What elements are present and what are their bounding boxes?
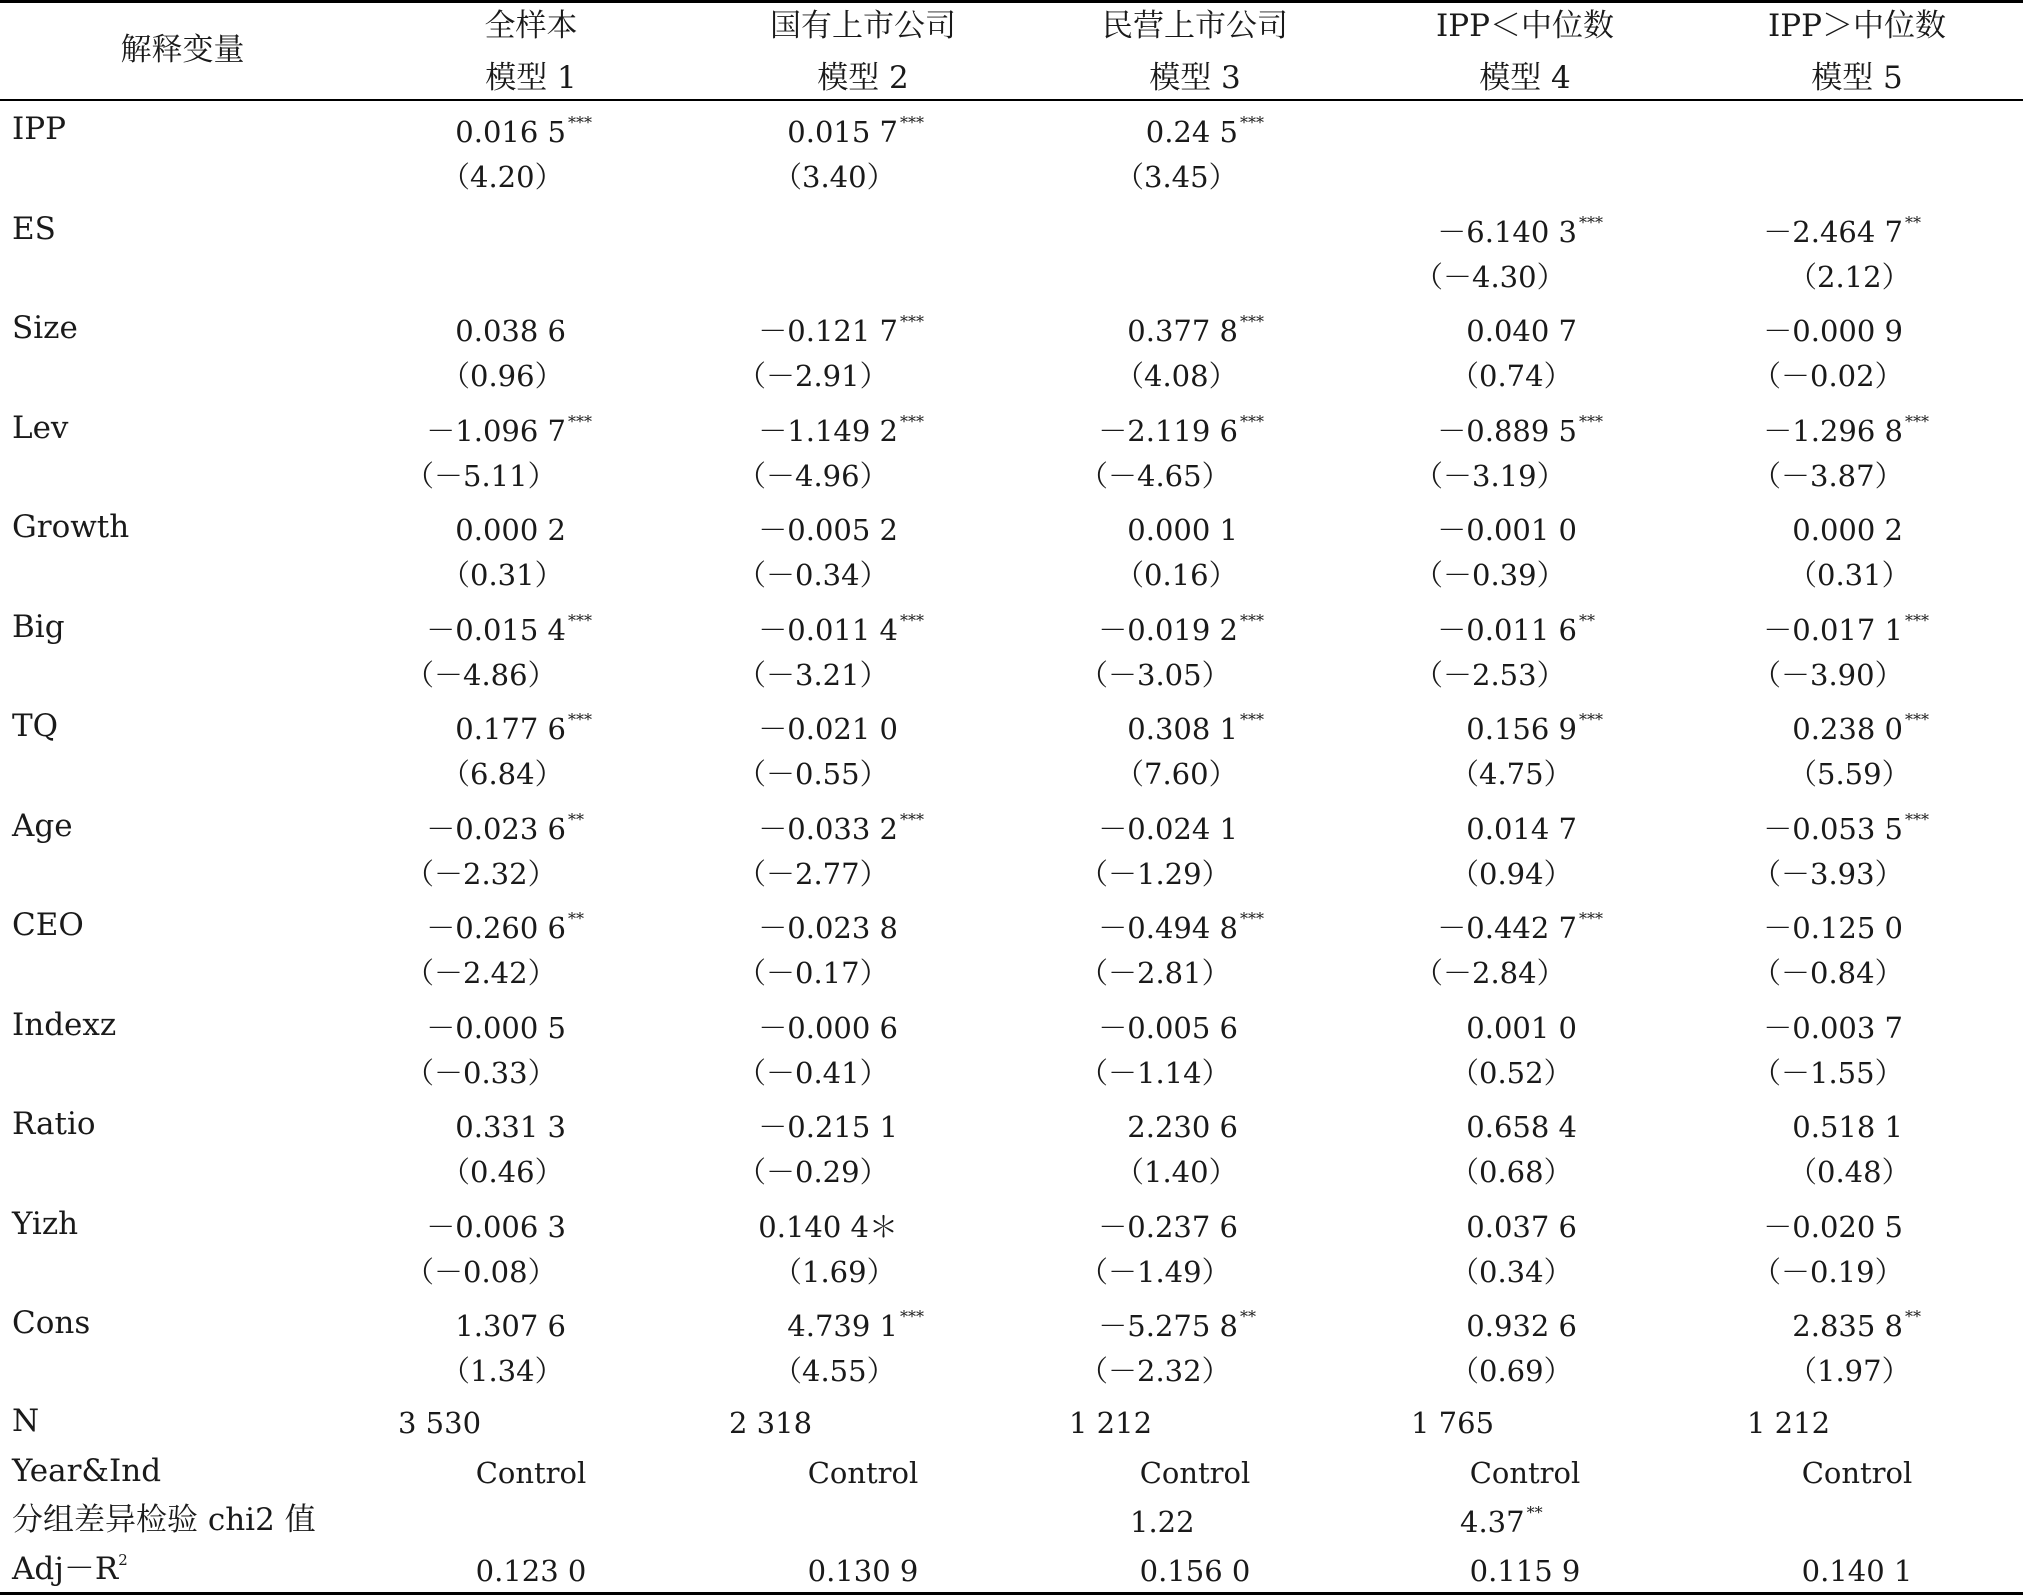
t-statistic-cell: （0.48） xyxy=(1788,1155,1911,1189)
header-model-2: 模型 2 xyxy=(817,60,909,96)
t-statistic-cell: （1.34） xyxy=(441,1354,564,1388)
coefficient-value: 1.307 6 xyxy=(455,1309,566,1343)
coefficient-value: 0.037 6 xyxy=(1466,1209,1577,1244)
t-statistic-cell: （－0.84） xyxy=(1752,956,1904,990)
coefficient-value: －0.006 3 xyxy=(426,1209,566,1244)
coefficient-value: 0.156 9 xyxy=(1466,712,1577,746)
coefficient-value: －0.021 0 xyxy=(758,712,898,746)
coefficient-value: －0.442 7 xyxy=(1437,911,1577,945)
row-label: Indexz xyxy=(12,1006,117,1043)
t-statistic-cell: （1.69） xyxy=(773,1254,896,1289)
chi2-value: 1.22 xyxy=(1130,1505,1195,1539)
t-statistic-cell: （0.31） xyxy=(1788,558,1911,592)
coefficient-cell xyxy=(1763,1207,1947,1247)
coefficient-cell xyxy=(1763,1008,1947,1048)
coefficient-cell: 0.308 1 *** xyxy=(1127,710,1264,746)
coefficient-value: －0.019 2 xyxy=(1098,612,1238,647)
coefficient-cell: －0.015 4 *** xyxy=(426,610,592,647)
n-value: 3 530 xyxy=(398,1406,482,1440)
coefficient-value: 0.331 3 xyxy=(455,1110,566,1144)
adj-r2-superscript: 2 xyxy=(118,1551,128,1569)
adj-r2-value: 0.130 9 xyxy=(807,1554,919,1588)
row-label: Ratio xyxy=(12,1106,96,1142)
coefficient-value: －0.000 9 xyxy=(1763,314,1903,348)
t-statistic-cell: （－1.29） xyxy=(1079,856,1231,891)
coefficient-value: 0.000 1 xyxy=(1127,513,1238,547)
adj-r2-value: 0.140 1 xyxy=(1801,1554,1913,1588)
coefficient-value: －1.296 8 xyxy=(1763,413,1903,448)
header-model-4: 模型 4 xyxy=(1479,60,1571,96)
n-value: 1 212 xyxy=(1747,1406,1831,1440)
t-statistic-cell: （－5.11） xyxy=(405,458,557,493)
coefficient-cell: －0.889 5 *** xyxy=(1437,411,1603,448)
coefficient-value: 0.038 6 xyxy=(455,314,566,348)
coefficient-value: 0.001 0 xyxy=(1466,1010,1577,1045)
coefficient-value: 0.518 1 xyxy=(1792,1110,1903,1144)
chi2-value-cell xyxy=(1460,1502,1543,1542)
year-ind-value: Control xyxy=(1139,1456,1251,1490)
t-statistic-cell: （－4.30） xyxy=(1414,259,1566,294)
t-statistic-cell: （－2.81） xyxy=(1079,956,1231,990)
adj-r2-value: 0.115 9 xyxy=(1469,1554,1581,1588)
year-ind-value: Control xyxy=(1469,1456,1581,1490)
coefficient-cell: －1.149 2 *** xyxy=(758,411,924,448)
coefficient-cell: －2.119 6 *** xyxy=(1098,411,1264,448)
coefficient-value: －0.033 2 xyxy=(758,811,898,846)
header-bottom-rule xyxy=(0,99,2023,101)
coefficient-cell xyxy=(1466,311,1621,351)
row-label: Size xyxy=(12,310,78,346)
coefficient-cell: －0.023 6 ** xyxy=(426,809,584,846)
n-value: 1 765 xyxy=(1411,1406,1495,1440)
t-statistic-cell: （4.20） xyxy=(441,160,564,194)
adj-r2-value: 0.123 0 xyxy=(475,1554,587,1588)
t-statistic-cell: （6.84） xyxy=(441,757,564,791)
row-label: Growth xyxy=(12,509,130,545)
coefficient-value: －0.005 6 xyxy=(1098,1010,1238,1045)
table-top-rule xyxy=(0,0,2023,3)
coefficient-cell xyxy=(758,510,942,550)
t-statistic-cell: （－1.14） xyxy=(1079,1055,1231,1090)
coefficient-value: 0.308 1 xyxy=(1127,712,1238,746)
coefficient-cell xyxy=(1792,1107,1947,1147)
coefficient-cell xyxy=(758,1008,942,1048)
year-ind-value: Control xyxy=(1801,1456,1913,1490)
coefficient-value: －0.003 7 xyxy=(1763,1010,1903,1045)
coefficient-cell: 0.238 0 *** xyxy=(1792,710,1929,746)
coefficient-value: 0.238 0 xyxy=(1792,712,1903,746)
coefficient-cell xyxy=(1792,510,1947,550)
coefficient-cell xyxy=(758,1107,942,1147)
t-statistic-cell: （3.45） xyxy=(1115,160,1238,194)
coefficient-value: 2.835 8 xyxy=(1792,1309,1903,1343)
coefficient-value: －0.020 5 xyxy=(1763,1209,1903,1244)
t-statistic-cell: （－2.42） xyxy=(405,956,557,990)
coefficient-value: －6.140 3 xyxy=(1437,214,1577,249)
row-label: Yizh xyxy=(12,1205,79,1242)
t-statistic-cell: （4.55） xyxy=(773,1354,896,1388)
t-statistic-cell: （2.12） xyxy=(1788,259,1911,294)
coefficient-cell: －0.494 8 *** xyxy=(1098,909,1264,945)
coefficient-cell xyxy=(758,908,942,948)
coefficient-cell: －1.096 7 *** xyxy=(426,411,592,448)
t-statistic-cell: （1.97） xyxy=(1788,1354,1911,1388)
coefficient-value: －0.023 8 xyxy=(758,911,898,945)
coefficient-cell xyxy=(1763,908,1947,948)
coefficient-cell: 2.835 8 ** xyxy=(1792,1307,1921,1343)
coefficient-value: 2.230 6 xyxy=(1127,1110,1238,1144)
coefficient-cell: －0.019 2 *** xyxy=(1098,610,1264,647)
coefficient-cell: －0.017 1 *** xyxy=(1763,610,1929,647)
coefficient-cell: 0.015 7 *** xyxy=(787,113,924,149)
coefficient-value: 0.932 6 xyxy=(1466,1309,1577,1343)
t-statistic-cell: （－0.19） xyxy=(1752,1254,1904,1289)
t-statistic-cell: （－3.21） xyxy=(737,657,889,692)
t-statistic-cell: （1.40） xyxy=(1115,1155,1238,1189)
t-statistic-cell: （－1.49） xyxy=(1079,1254,1231,1289)
coefficient-value: －0.053 5 xyxy=(1763,811,1903,846)
coefficient-value: －0.005 2 xyxy=(758,513,898,547)
adj-r2-value: 0.156 0 xyxy=(1139,1554,1251,1588)
coefficient-value: 0.014 7 xyxy=(1466,811,1577,846)
adj-r2-label xyxy=(12,1549,128,1589)
coefficient-value: －0.015 4 xyxy=(426,612,566,647)
t-statistic-cell: （0.94） xyxy=(1450,856,1573,891)
coefficient-value: －0.011 4 xyxy=(758,612,898,647)
n-value: 2 318 xyxy=(729,1406,813,1440)
coefficient-value: 0.016 5 xyxy=(455,115,566,149)
coefficient-value: 0.140 4＊ xyxy=(758,1209,898,1244)
t-statistic-cell: （－0.55） xyxy=(737,757,889,791)
t-statistic-cell: （－4.96） xyxy=(737,458,889,493)
t-statistic-cell: （0.68） xyxy=(1450,1155,1573,1189)
t-statistic-cell: （－0.39） xyxy=(1414,558,1566,592)
coefficient-value: －1.149 2 xyxy=(758,413,898,448)
coefficient-cell: －1.296 8 *** xyxy=(1763,411,1929,448)
t-statistic-cell: （7.60） xyxy=(1115,757,1238,791)
header-model-5: 模型 5 xyxy=(1811,60,1903,96)
coefficient-value: －0.215 1 xyxy=(758,1110,898,1144)
year-ind-value: Control xyxy=(475,1456,587,1490)
row-label: Age xyxy=(12,807,73,844)
coefficient-cell: －0.260 6 ** xyxy=(426,909,584,945)
t-statistic-cell: （－2.32） xyxy=(405,856,557,891)
header-model-3: 模型 3 xyxy=(1149,60,1241,96)
coefficient-cell xyxy=(455,1107,610,1147)
t-statistic-cell: （－0.34） xyxy=(737,558,889,592)
coefficient-value: －2.464 7 xyxy=(1763,214,1903,249)
coefficient-value: －0.125 0 xyxy=(1763,911,1903,945)
coefficient-value: －0.237 6 xyxy=(1098,1209,1238,1244)
coefficient-cell xyxy=(455,311,610,351)
coefficient-cell: －0.442 7 *** xyxy=(1437,909,1603,945)
t-statistic-cell: （－4.65） xyxy=(1079,458,1231,493)
row-label: CEO xyxy=(12,907,84,943)
coefficient-value: 0.000 2 xyxy=(455,513,566,547)
row-label: ES xyxy=(12,210,56,247)
coefficient-cell: 4.739 1 *** xyxy=(787,1307,924,1343)
row-label: Cons xyxy=(12,1305,91,1341)
coefficient-cell: 0.177 6 *** xyxy=(455,710,592,746)
coefficient-value: 0.377 8 xyxy=(1127,314,1238,348)
t-statistic-cell: （0.16） xyxy=(1115,558,1238,592)
t-statistic-cell: （4.08） xyxy=(1115,359,1238,393)
coefficient-cell: －0.033 2 *** xyxy=(758,809,924,846)
coefficient-value: 0.000 2 xyxy=(1792,513,1903,547)
coefficient-cell xyxy=(758,709,942,749)
t-statistic-cell: （5.59） xyxy=(1788,757,1911,791)
row-label: TQ xyxy=(12,708,59,744)
coefficient-cell xyxy=(1466,809,1621,849)
row-label: Big xyxy=(12,608,65,645)
t-statistic-cell: （0.74） xyxy=(1450,359,1573,393)
header-group-3: 民营上市公司 xyxy=(1102,8,1288,44)
coefficient-value: －0.260 6 xyxy=(426,911,566,945)
coefficient-cell xyxy=(426,1008,610,1048)
coefficient-cell xyxy=(1127,1107,1282,1147)
t-statistic-cell: （－2.77） xyxy=(737,856,889,891)
coefficient-cell: 0.24 5 *** xyxy=(1145,113,1264,149)
year-ind-label: Year&Ind xyxy=(12,1453,162,1489)
adj-r2-label-text: Adj－R xyxy=(12,1551,119,1587)
header-variable-label: 解释变量 xyxy=(120,32,245,68)
header-group-1: 全样本 xyxy=(484,8,578,44)
coefficient-cell xyxy=(1466,1107,1621,1147)
coefficient-cell xyxy=(455,1306,610,1346)
header-group-5: IPP＞中位数 xyxy=(1768,8,1946,44)
coefficient-cell: －0.121 7 *** xyxy=(758,312,924,348)
chi2-value-cell xyxy=(1130,1502,1197,1542)
t-statistic-cell: （－2.53） xyxy=(1414,657,1566,692)
coefficient-value: 0.177 6 xyxy=(455,712,566,746)
coefficient-cell xyxy=(1098,1207,1282,1247)
coefficient-value: －0.494 8 xyxy=(1098,911,1238,945)
coefficient-value: －0.121 7 xyxy=(758,314,898,348)
t-statistic-cell: （－3.93） xyxy=(1752,856,1904,891)
coefficient-value: 0.015 7 xyxy=(787,115,898,149)
row-label: Lev xyxy=(12,409,69,446)
t-statistic-cell: （3.40） xyxy=(773,160,896,194)
t-statistic-cell: （－0.17） xyxy=(737,956,889,990)
t-statistic-cell: （－0.29） xyxy=(737,1155,889,1189)
t-statistic-cell: （－3.87） xyxy=(1752,458,1904,493)
t-statistic-cell: （－3.05） xyxy=(1079,657,1231,692)
coefficient-cell xyxy=(1437,510,1621,550)
chi2-value: 4.37 xyxy=(1460,1505,1525,1539)
coefficient-cell: －0.011 6 ** xyxy=(1437,610,1595,647)
coefficient-value: －0.001 0 xyxy=(1437,513,1577,547)
coefficient-cell xyxy=(1127,510,1282,550)
coefficient-cell: －0.053 5 *** xyxy=(1763,809,1929,846)
t-statistic-cell: （0.46） xyxy=(441,1155,564,1189)
t-statistic-cell: （－0.41） xyxy=(737,1055,889,1090)
t-statistic-cell: （4.75） xyxy=(1450,757,1573,791)
coefficient-value: －0.024 1 xyxy=(1098,811,1238,846)
header-model-1: 模型 1 xyxy=(485,60,577,96)
significance-stars: ** xyxy=(1526,1503,1543,1522)
coefficient-cell: 0.156 9 *** xyxy=(1466,710,1603,746)
coefficient-value: －0.000 6 xyxy=(758,1010,898,1045)
coefficient-cell: －2.464 7 ** xyxy=(1763,212,1921,249)
t-statistic-cell: （－0.08） xyxy=(405,1254,557,1289)
coefficient-cell xyxy=(1098,1008,1282,1048)
coefficient-cell xyxy=(1098,809,1282,849)
t-statistic-cell: （－1.55） xyxy=(1752,1055,1904,1090)
coefficient-value: －0.889 5 xyxy=(1437,413,1577,448)
coefficient-cell xyxy=(455,510,610,550)
t-statistic-cell: （－2.84） xyxy=(1414,956,1566,990)
coefficient-cell: －0.011 4 *** xyxy=(758,610,924,647)
coefficient-value: 0.24 5 xyxy=(1145,115,1238,149)
coefficient-value: －0.023 6 xyxy=(426,811,566,846)
coefficient-cell: －6.140 3 *** xyxy=(1437,212,1603,249)
t-statistic-cell: （－2.32） xyxy=(1079,1354,1231,1388)
coefficient-cell xyxy=(1466,1306,1621,1346)
t-statistic-cell: （0.52） xyxy=(1450,1055,1573,1090)
coefficient-value: －1.096 7 xyxy=(426,413,566,448)
n-label: N xyxy=(12,1403,40,1439)
t-statistic-cell: （－0.02） xyxy=(1752,359,1904,393)
coefficient-value: 0.040 7 xyxy=(1466,314,1577,348)
coefficient-cell xyxy=(758,1207,942,1247)
coefficient-value: 0.658 4 xyxy=(1466,1110,1577,1144)
coefficient-cell: 0.377 8 *** xyxy=(1127,312,1264,348)
coefficient-value: －0.011 6 xyxy=(1437,612,1577,647)
t-statistic-cell: （0.96） xyxy=(441,359,564,393)
coefficient-value: －0.000 5 xyxy=(426,1010,566,1045)
header-group-2: 国有上市公司 xyxy=(770,8,956,44)
coefficient-cell xyxy=(1466,1008,1621,1048)
coefficient-cell: －5.275 8 ** xyxy=(1098,1307,1256,1343)
chi2-label: 分组差异检验 chi2 值 xyxy=(12,1502,316,1538)
coefficient-cell: 0.016 5 *** xyxy=(455,113,592,149)
t-statistic-cell: （－3.19） xyxy=(1414,458,1566,493)
coefficient-value: －5.275 8 xyxy=(1098,1309,1238,1343)
coefficient-cell xyxy=(426,1207,610,1247)
header-group-4: IPP＜中位数 xyxy=(1436,8,1614,44)
coefficient-value: －2.119 6 xyxy=(1098,413,1238,448)
coefficient-value: 4.739 1 xyxy=(787,1309,898,1343)
n-value: 1 212 xyxy=(1069,1406,1153,1440)
row-label: IPP xyxy=(12,111,66,147)
coefficient-cell xyxy=(1466,1207,1621,1247)
t-statistic-cell: （0.69） xyxy=(1450,1354,1573,1388)
coefficient-value: －0.017 1 xyxy=(1763,612,1903,647)
coefficient-cell xyxy=(1763,311,1947,351)
t-statistic-cell: （－2.91） xyxy=(737,359,889,393)
t-statistic-cell: （－0.33） xyxy=(405,1055,557,1090)
t-statistic-cell: （－3.90） xyxy=(1752,657,1904,692)
t-statistic-cell: （0.31） xyxy=(441,558,564,592)
t-statistic-cell: （－4.86） xyxy=(405,657,557,692)
year-ind-value: Control xyxy=(807,1456,919,1490)
t-statistic-cell: （0.34） xyxy=(1450,1254,1573,1289)
